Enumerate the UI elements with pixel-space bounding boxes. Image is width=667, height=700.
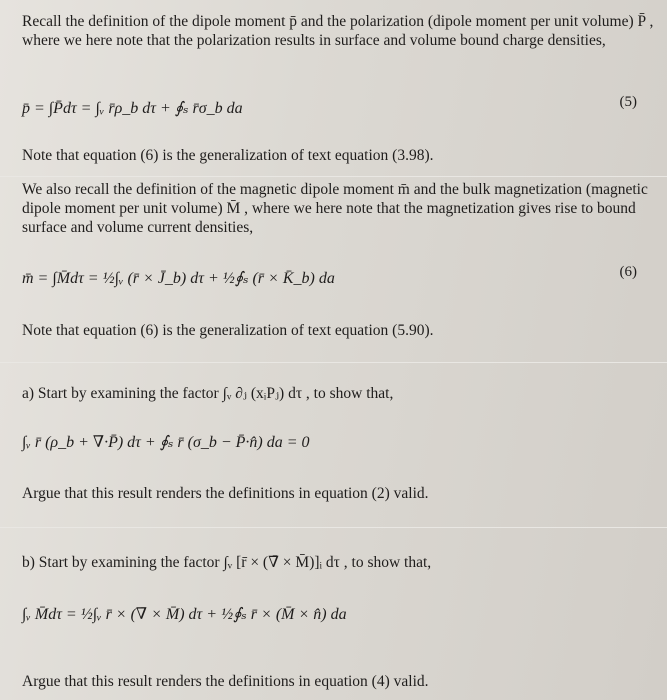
part-b-equation: ∫ᵥ M̄dτ = ½∫ᵥ r̄ × (∇̄ × M̄) dτ + ½∮ₛ r̄ × (M̄ × n̂) da bbox=[22, 606, 347, 623]
part-b-argue: Argue that this result renders the definitions in equation (4) valid. bbox=[22, 673, 429, 690]
equation-6: m̄ = ∫M̄dτ = ½∫ᵥ (r̄ × J̄_b) dτ + ½∮ₛ (r̄ × K̄_b) da bbox=[22, 270, 335, 287]
note-paragraph-2: Note that equation (6) is the generalization of text equation (5.90). bbox=[22, 322, 434, 339]
part-a-equation: ∫ᵥ r̄ (ρ_b + ∇̄·P̄) dτ + ∮ₛ r̄ (σ_b − P̄·n̂) da = 0 bbox=[22, 434, 310, 451]
divider bbox=[0, 527, 667, 528]
divider bbox=[0, 176, 667, 177]
equation-5-number: (5) bbox=[619, 94, 637, 110]
intro-paragraph: Recall the definition of the dipole moment p̄ and the polarization (dipole moment per unit volume) P̄ , where we here note that the polarization results in surface and volume bound charge densities, bbox=[22, 13, 654, 49]
equation-6-number: (6) bbox=[619, 264, 637, 280]
divider bbox=[0, 362, 667, 363]
equation-5: p̄ = ∫P̄dτ = ∫ᵥ r̄ρ_b dτ + ∮ₛ r̄σ_b da bbox=[22, 100, 243, 117]
magnetic-paragraph: We also recall the definition of the magnetic dipole moment m̄ and the bulk magnetization (magnetic dipole moment per unit volume) M̄ , where we here note that the magnetization gives rise to bound surface and volume current densities, bbox=[22, 181, 648, 236]
part-a-prompt: a) Start by examining the factor ∫ᵥ ∂ⱼ (xᵢPⱼ) dτ , to show that, bbox=[22, 385, 394, 402]
part-a-argue: Argue that this result renders the definitions in equation (2) valid. bbox=[22, 485, 429, 502]
note-paragraph-1: Note that equation (6) is the generalization of text equation (3.98). bbox=[22, 147, 434, 164]
part-b-prompt: b) Start by examining the factor ∫ᵥ [r̄ × (∇̄ × M̄)]ᵢ dτ , to show that, bbox=[22, 554, 432, 571]
